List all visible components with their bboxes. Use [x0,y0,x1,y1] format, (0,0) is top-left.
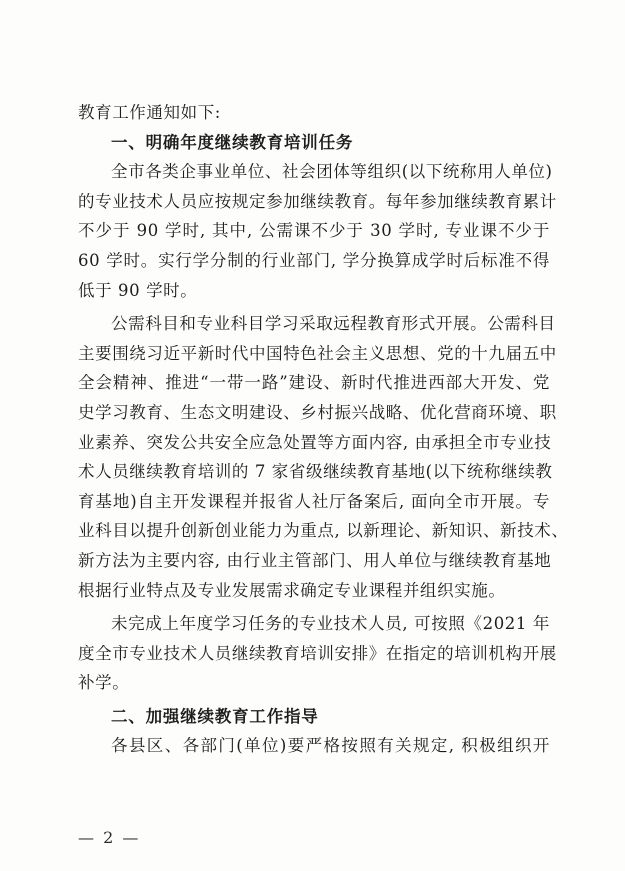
body-line: 术人员继续教育培训的 7 家省级继续教育基地(以下统称继续教 [78,462,553,482]
body-line: 各县区、各部门(单位)要严格按照有关规定, 积极组织开 [111,736,550,756]
document-body [78,98,569,761]
body-line: 度全市专业技术人员继续教育培训安排》在指定的培训机构开展 [78,643,557,663]
body-line: 全市各类企事业单位、社会团体等组织(以下统称用人单位) [111,162,553,182]
body-line: 未完成上年度学习任务的专业技术人员, 可按照《2021 年 [111,614,550,634]
body-line: 业素养、突发公共安全应急处置等方面内容, 由承担全市专业技 [78,432,552,452]
body-line: 新方法为主要内容, 由行业主管部门、用人单位与继续教育基地 [78,550,552,570]
body-line: 教育工作通知如下: [78,103,221,122]
body-line: 低于 90 学时。 [78,280,198,300]
body-line: 业科目以提升创新创业能力为重点, 以新理论、新知识、新技术、 [78,521,569,541]
body-line: 公需科目和专业科目学习采取远程教育形式开展。公需科目 [111,314,556,334]
body-line: 60 学时。实行学分制的行业部门, 学分换算成学时后标准不得 [78,250,550,270]
section-heading-2: 二、加强继续教育工作指导 [111,706,319,726]
body-line: 史学习教育、生态文明建设、乡村振兴战略、优化营商环境、职 [78,402,557,422]
body-line: 全会精神、推进“一带一路”建设、新时代推进西部大开发、党 [78,373,550,393]
section-heading-1: 一、明确年度继续教育培训任务 [111,132,354,152]
body-line: 不少于 90 学时, 其中, 公需课不少于 30 学时, 专业课不少于 [78,221,550,241]
body-line: 主要围绕习近平新时代中国特色社会主义思想、党的十九届五中 [78,343,557,363]
body-line: 根据行业特点及专业发展需求确定专业课程并组织实施。 [78,580,506,600]
page-number: — 2 — [78,828,141,847]
body-line: 补学。 [78,673,130,693]
body-line: 的专业技术人员应按规定参加继续教育。每年参加继续教育累计 [78,191,557,211]
body-line: 育基地)自主开发课程并报省人社厅备案后, 面向全市开展。专 [78,491,550,511]
